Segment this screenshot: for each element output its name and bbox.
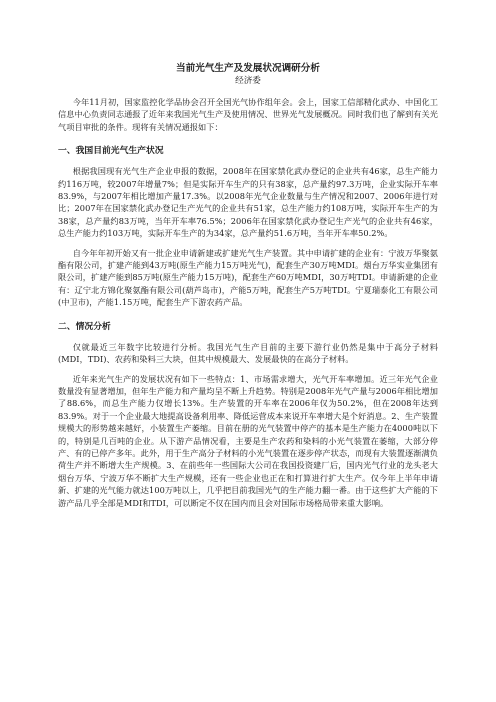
section-1-paragraph-1: 根据我国现有光气生产企业申报的数据，2008年在国家禁化武办登记的企业共有46家，总生产能力约116万吨，较2007年增量7%；但是实际开车生产的只有38家，总产量约97.3万吨，企业实际开车率83.9%，与2007年相比增加产量17.3%。以2008年光气企业数量与生产情况和2007、2006年进行对比；2007年在国家禁化武办登记生产光气的企业共有51家，总生产能力约108万吨，实际开车生产的为38家，总产量约83万吨，当年开车率76.5%；2006年在国家禁化武办登记生产光气的企业共有46家，总生产能力约103万吨，实际开车生产的为34家，总产量约51.6万吨，当年开车率50.2%。 [58, 166, 438, 239]
document-author: 经济委 [235, 76, 261, 86]
section-1-heading: 一、我国目前光气生产状况 [58, 146, 164, 157]
intro-paragraph: 今年11月初，国家监控化学品协会召开全国光气协作组年会。会上，国家工信部精化武办、中国化工信息中心负责同志通报了近年来我国光气生产及使用情况、世界光气发展概况。同时我们也了解到有关光气项目审批的条件。现将有关情况通报如下： [58, 97, 438, 132]
section-2-heading: 二、情况分析 [58, 321, 111, 332]
section-2-paragraph-1: 仅就最近三年数字比较进行分析。我国光气生产目前的主要下游行业仍然是集中于高分子材料(MDI，TDI)、农药和染料三大块，但其中规模最大、发展最快的在高分子材料。 [58, 341, 438, 365]
section-1-paragraph-2: 自今年年初开始又有一批企业申请新建或扩建光气生产装置。其中申请扩建的企业有：宁波万华聚氨酯有限公司，扩建产能到43万吨(原生产能力15万吨光气)，配套生产30万吨MDI。烟台万华实业集团有限公司，扩建产能到85万吨(原生产能力15万吨)，配套生产60万吨MDI，30万吨TDI。申请新建的企业有：辽宁北方锦化聚氨酯有限公司(葫芦岛市)，产能5万吨，配套生产5万吨TDI。宁夏瑞泰化工有限公司(中卫市)，产能1.15万吨，配套生产下游农药产品。 [58, 247, 438, 308]
section-2-paragraph-2: 近年来光气生产的发展状况有如下一些特点：1、市场需求增大，光气开车率增加。近三年光气企业数量没有显著增加，但年生产能力和产量均呈不断上升趋势。特别是2008年光气产量与2006年相比增加了88.6%，而总生产能力仅增长13%。生产装置的开车率在2006年仅为50.2%，但在2008年达到83.9%。对于一个企业最大地提高设备利用率、降低运营成本来说开车率增大是个好消息。2、生产装置规模大的形势越来越好，小装置生产萎缩。目前在册的光气装置中停产的基本是生产能力在4000吨以下的，特别是几百吨的企业。从下游产品情况看，主要是生产农药和染料的小光气装置在萎缩，大部分停产、有的已停产多年。此外，用于生产高分子材料的小光气装置在逐步停产状态，而现有大装置逐渐满负荷生产并不断增大生产规模。3、在前些年一些国际大公司在我国投资建厂后，国内光气行业的龙头老大烟台万华、宁波万华不断扩大生产规模，还有一些企业也正在和打算进行扩大生产。仅今年上半年申请新、扩建的光气能力就达100万吨以上，几乎把目前我国光气的生产能力翻一番。由于这些扩大产能的下游产品几乎全部是MDI和TDI，可以断定不仅在国内而且会对国际市场格局带来重大影响。 [58, 373, 438, 508]
document-title: 当前光气生产及发展状况调研分析 [176, 63, 320, 74]
